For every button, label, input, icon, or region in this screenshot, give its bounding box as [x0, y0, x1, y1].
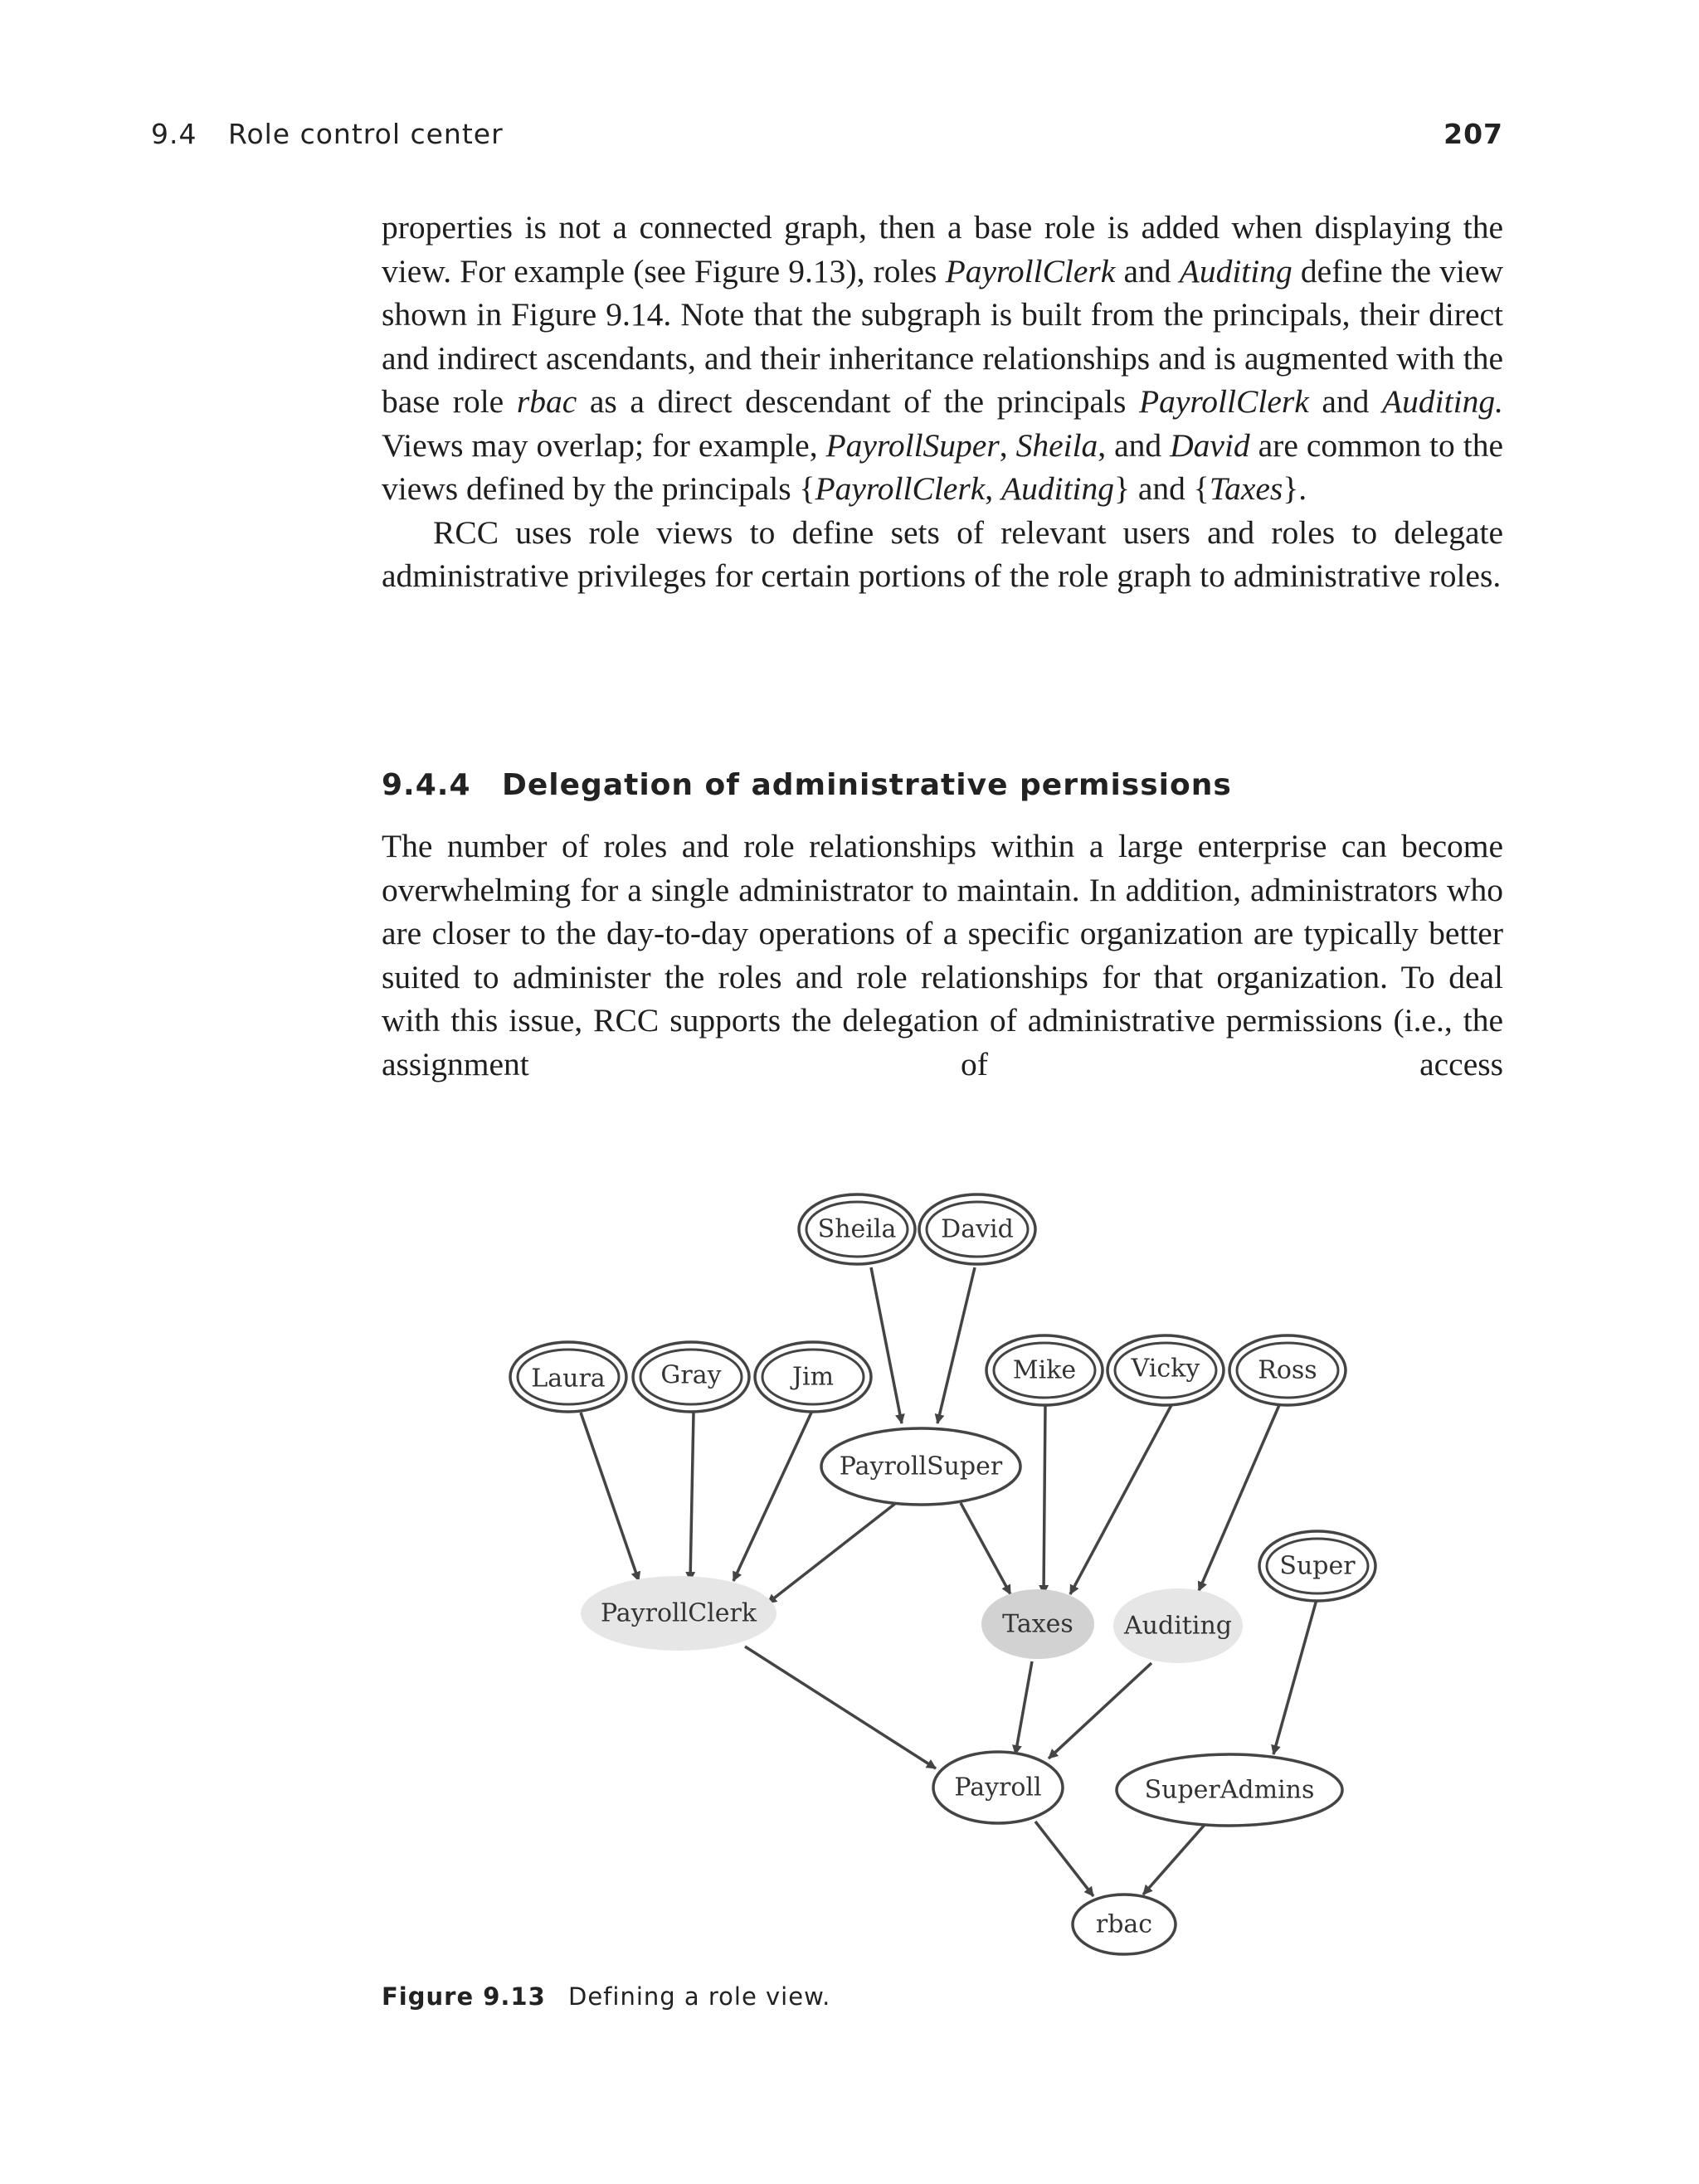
node-labels: [531, 1215, 1356, 1939]
edge-super-superadmins: [1273, 1597, 1317, 1754]
text-run: define the view shown in Figure 9.14. Note that the subgraph is built from the principals, their direct and indirect ascendants, and their inheritance relationships and is augmented with the base role: [382, 252, 1503, 420]
label-taxes: Taxes: [1002, 1609, 1073, 1639]
edge-auditing-payroll: [1049, 1663, 1151, 1758]
text-run: , and: [1098, 426, 1171, 464]
edge-gray-payrollclerk: [690, 1413, 694, 1581]
label-gray: Gray: [660, 1360, 722, 1390]
figure-number: Figure 9.13: [382, 1982, 546, 2011]
text-run: }.: [1283, 470, 1307, 507]
edge-superadmins-rbac: [1143, 1825, 1205, 1895]
edge-sheila-payrollsuper: [871, 1267, 902, 1423]
label-payrollsuper: PayrollSuper: [839, 1452, 1003, 1481]
section-title: Delegation of administrative permissions: [502, 768, 1232, 802]
label-laura: Laura: [531, 1364, 606, 1394]
edge-payrollsuper-taxes: [961, 1503, 1010, 1594]
label-rbac: rbac: [1095, 1909, 1153, 1939]
label-jim: Jim: [791, 1362, 835, 1392]
text-run: and: [1115, 252, 1180, 289]
running-head-section: 9.4: [151, 118, 197, 150]
text-run: and: [1308, 383, 1383, 420]
italic-term: Auditing: [1000, 470, 1115, 507]
label-superadmins: SuperAdmins: [1144, 1775, 1315, 1805]
italic-term: PayrollSuper: [825, 426, 1000, 464]
italic-term: Sheila: [1015, 426, 1098, 464]
edge-payrollsuper-payrollclerk: [767, 1503, 896, 1603]
figure-caption-text: Defining a role view.: [568, 1982, 831, 2011]
label-vicky: Vicky: [1131, 1354, 1200, 1384]
paragraph-3: The number of roles and role relationships within a large enterprise can become overwhelming for a single administrator to maintain. In addition, administrators who are closer to the day-to-day operations of a specific organization are typically better suited to administer the roles and role relationships for that organization. To deal with this issue, RCC supports the delegation of administrative permissions (i.e., the assignment of access: [382, 828, 1503, 1082]
italic-term: Auditing: [1179, 252, 1293, 289]
label-david: David: [941, 1214, 1014, 1244]
text-run: ,: [985, 470, 1001, 507]
label-super: Super: [1279, 1551, 1356, 1581]
edge-payrollclerk-payroll: [745, 1647, 936, 1768]
edge-david-payrollsuper: [937, 1267, 975, 1423]
text-run: } and {: [1114, 470, 1210, 507]
italic-term: PayrollClerk: [1138, 383, 1309, 420]
label-payrollclerk: PayrollClerk: [600, 1598, 757, 1628]
text-run: properties is not a connected graph, then a base role is added when displaying the view. For example (see Figure 9.13), roles: [382, 209, 1503, 289]
edge-jim-payrollclerk: [733, 1413, 811, 1581]
text-run: Views may overlap; for example,: [382, 426, 826, 464]
italic-term: PayrollClerk: [815, 470, 986, 507]
label-mike: Mike: [1012, 1355, 1077, 1385]
page-number: 207: [1443, 118, 1503, 150]
italic-term: rbac: [516, 383, 577, 420]
section-number: 9.4.4: [382, 768, 471, 802]
edge-payroll-rbac: [1035, 1822, 1093, 1896]
paragraph-2: RCC uses role views to define sets of relevant users and roles to delegate administrative privileges for certain portions of the role graph to administrative roles.: [382, 513, 1503, 594]
running-head-title: Role control center: [228, 118, 504, 150]
text-run: as a direct descendant of the principals: [577, 383, 1139, 420]
label-payroll: Payroll: [954, 1773, 1042, 1802]
italic-term: David: [1170, 426, 1250, 464]
text-run: ,: [999, 426, 1016, 464]
italic-term: Taxes: [1209, 470, 1283, 507]
label-auditing: Auditing: [1124, 1611, 1232, 1641]
label-sheila: Sheila: [817, 1214, 897, 1244]
edge-mike-taxes: [1044, 1405, 1045, 1594]
italic-term: PayrollClerk: [945, 252, 1116, 289]
edge-vicky-taxes: [1070, 1405, 1171, 1594]
edge-laura-payrollclerk: [581, 1413, 639, 1581]
label-ross: Ross: [1258, 1355, 1317, 1385]
italic-term: Auditing.: [1382, 383, 1503, 420]
edge-taxes-payroll: [1015, 1661, 1032, 1754]
figure-caption: [382, 1982, 830, 2011]
text-run: are common to the views defined by the principals {: [382, 426, 1503, 507]
